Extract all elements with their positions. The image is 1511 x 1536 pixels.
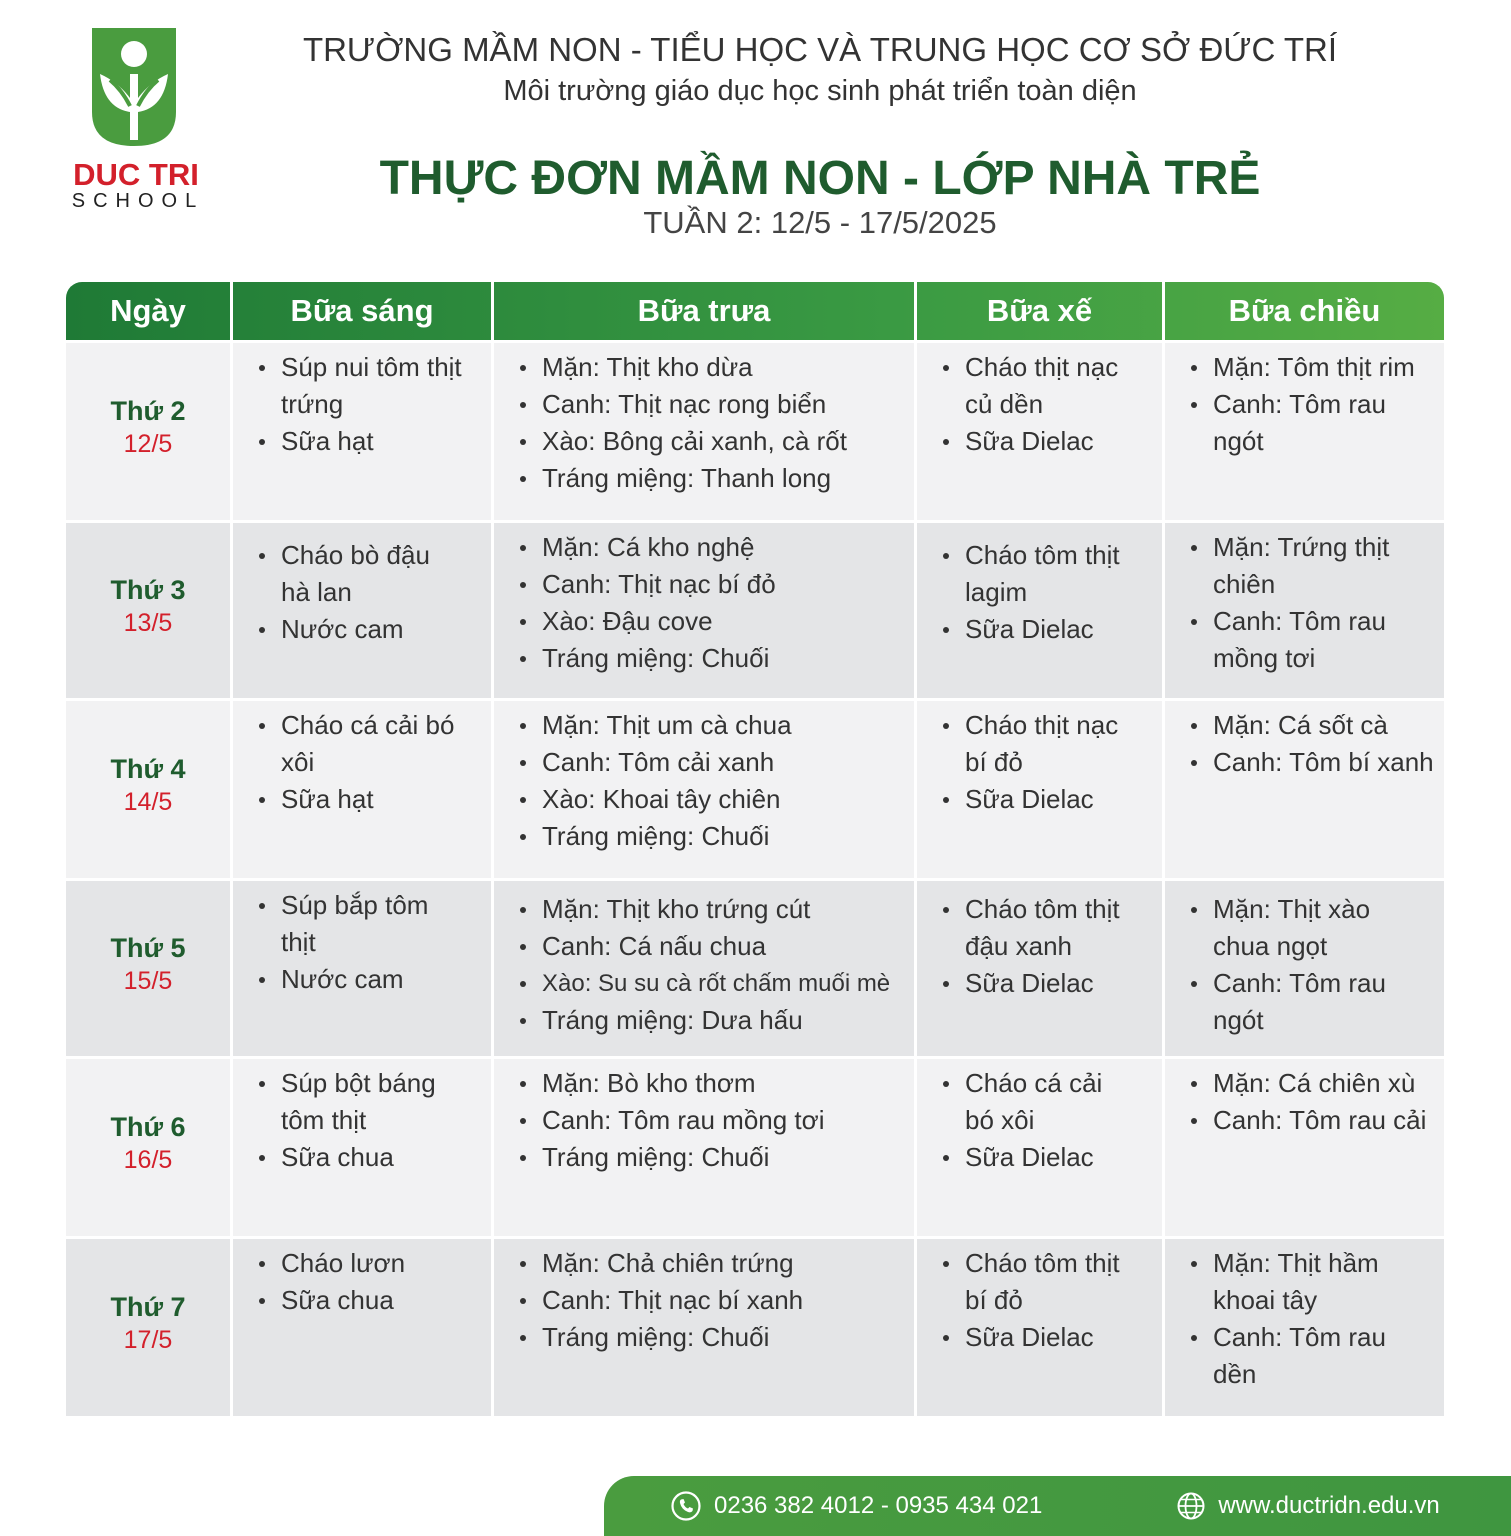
snack-item: Cháo thịt nạc [965, 707, 1162, 744]
school-slogan: Môi trường giáo dục học sinh phát triển toàn diện [503, 75, 1137, 107]
snack-list [917, 343, 1162, 460]
breakfast-cell [233, 1239, 494, 1416]
breakfast-list [233, 1239, 491, 1319]
lunch-item: Xào: Khoai tây chiên [542, 781, 914, 818]
snack-item: Cháo cá cải [965, 1065, 1162, 1102]
snack-cell [917, 1239, 1165, 1416]
day-name: Thứ 7 [110, 1291, 186, 1322]
snack-item: củ dền [965, 389, 1044, 419]
table-row [66, 878, 1444, 1056]
breakfast-item: Súp bắp tôm [281, 887, 491, 924]
breakfast-list [233, 881, 491, 998]
contact-footer [604, 1476, 1511, 1536]
breakfast-item: Sữa chua [281, 1282, 491, 1319]
day-date: 13/5 [123, 608, 173, 637]
breakfast-item: Cháo cá cải bó [281, 707, 491, 744]
snack-list [917, 1239, 1162, 1356]
phone-icon [670, 1490, 702, 1522]
snack-item: Sữa Dielac [965, 423, 1162, 460]
day-cell [66, 343, 233, 520]
dinner-item: Mặn: Thịt hầm [1213, 1245, 1444, 1282]
snack-cell [917, 1059, 1165, 1236]
phone-numbers[interactable]: 0236 382 4012 - 0935 434 021 [714, 1492, 1043, 1519]
dinner-cell [1165, 881, 1444, 1056]
lunch-item: Mặn: Thịt um cà chua [542, 707, 914, 744]
column-header-breakfast: Bữa sáng [233, 282, 494, 340]
dinner-item: Canh: Tôm bí xanh [1213, 744, 1444, 781]
lunch-item: Mặn: Bò kho thơm [542, 1065, 914, 1102]
snack-item: bí đỏ [965, 747, 1023, 777]
dinner-cell [1165, 701, 1444, 878]
breakfast-list [233, 343, 491, 460]
dinner-item: Mặn: Thịt xào [1213, 891, 1444, 928]
lunch-list [494, 1059, 914, 1176]
lunch-item: Mặn: Chả chiên trứng [542, 1245, 914, 1282]
lunch-item: Tráng miệng: Dưa hấu [542, 1002, 914, 1039]
dinner-item: chua ngọt [1213, 931, 1328, 961]
snack-cell [917, 881, 1165, 1056]
dinner-cell [1165, 1239, 1444, 1416]
table-row [66, 340, 1444, 520]
snack-item: đậu xanh [965, 931, 1072, 961]
snack-item: Cháo thịt nạc [965, 349, 1162, 386]
brand-subtitle: SCHOOL [71, 190, 205, 212]
lunch-item: Canh: Thịt nạc bí xanh [542, 1282, 914, 1319]
breakfast-item: trứng [281, 389, 344, 419]
menu-table [66, 282, 1444, 1416]
lunch-item: Tráng miệng: Chuối [542, 1319, 914, 1356]
lunch-list [494, 701, 914, 855]
day-date: 16/5 [123, 1145, 173, 1174]
snack-cell [917, 343, 1165, 520]
dinner-list [1165, 701, 1444, 781]
breakfast-item: Nước cam [281, 611, 491, 648]
breakfast-item: Sữa chua [281, 1139, 491, 1176]
day-date: 17/5 [123, 1325, 173, 1354]
lunch-item: Canh: Cá nấu chua [542, 928, 914, 965]
lunch-item: Xào: Đậu cove [542, 603, 914, 640]
snack-item: Cháo tôm thịt [965, 1245, 1162, 1282]
snack-item: Sữa Dielac [965, 1139, 1162, 1176]
snack-list [917, 523, 1162, 648]
breakfast-list [233, 1059, 491, 1176]
school-logo [66, 24, 206, 214]
dinner-cell [1165, 343, 1444, 520]
breakfast-item: xôi [281, 747, 315, 777]
dinner-item: Canh: Tôm rau [1213, 965, 1444, 1002]
snack-list [917, 881, 1162, 1002]
day-name: Thứ 3 [110, 574, 186, 605]
day-date: 12/5 [123, 429, 173, 458]
breakfast-cell [233, 343, 494, 520]
day-cell [66, 1239, 233, 1416]
globe-icon [1176, 1491, 1206, 1521]
dinner-item: Canh: Tôm rau cải [1213, 1102, 1444, 1139]
lunch-item: Xào: Bông cải xanh, cà rốt [542, 423, 914, 460]
snack-item: bí đỏ [965, 1285, 1023, 1315]
column-header-dinner: Bữa chiều [1228, 293, 1381, 328]
breakfast-list [233, 701, 491, 818]
dinner-item: dền [1213, 1359, 1257, 1389]
lunch-item: Canh: Thịt nạc bí đỏ [542, 566, 914, 603]
breakfast-item: thịt [281, 927, 316, 957]
dinner-item: Canh: Tôm rau [1213, 386, 1444, 423]
day-name: Thứ 2 [110, 395, 186, 426]
website-link[interactable]: www.ductridn.edu.vn [1218, 1492, 1440, 1519]
brand-name: DUC TRI [73, 157, 199, 192]
snack-item: bó xôi [965, 1105, 1035, 1135]
lunch-item: Canh: Thịt nạc rong biển [542, 386, 914, 423]
snack-item: Sữa Dielac [965, 1319, 1162, 1356]
dinner-item: mồng tơi [1213, 643, 1316, 673]
breakfast-list [233, 523, 491, 648]
lunch-cell [494, 343, 917, 520]
lunch-cell [494, 1059, 917, 1236]
day-cell [66, 523, 233, 698]
day-name: Thứ 5 [110, 932, 186, 963]
dinner-list [1165, 881, 1444, 1039]
snack-cell [917, 701, 1165, 878]
lunch-item: Canh: Tôm rau mồng tơi [542, 1102, 914, 1139]
snack-item: Cháo tôm thịt [965, 891, 1162, 928]
lunch-item: Tráng miệng: Chuối [542, 640, 914, 677]
lunch-list [494, 523, 914, 677]
table-row [66, 520, 1444, 698]
dinner-item: ngót [1213, 1005, 1264, 1035]
day-name: Thứ 4 [110, 753, 186, 784]
column-header-lunch: Bữa trưa [494, 282, 917, 340]
table-row [66, 698, 1444, 878]
dinner-item: khoai tây [1213, 1285, 1318, 1315]
day-cell [66, 701, 233, 878]
lunch-item: Xào: Su su cà rốt chấm muối mè [542, 965, 914, 1002]
lunch-list [494, 881, 914, 1039]
dinner-list [1165, 343, 1444, 460]
dinner-item: Canh: Tôm rau [1213, 1319, 1444, 1356]
dinner-item: Mặn: Tôm thịt rim [1213, 349, 1444, 386]
breakfast-item: Súp bột báng [281, 1065, 491, 1102]
breakfast-item: hà lan [281, 577, 352, 607]
dinner-list [1165, 1059, 1444, 1139]
breakfast-item: Cháo lươn [281, 1245, 491, 1282]
dinner-cell [1165, 1059, 1444, 1236]
dinner-list [1165, 523, 1444, 677]
lunch-cell [494, 1239, 917, 1416]
breakfast-item: tôm thịt [281, 1105, 367, 1135]
lunch-item: Mặn: Thịt kho dừa [542, 349, 914, 386]
column-header-snack: Bữa xế [917, 282, 1165, 340]
breakfast-cell [233, 701, 494, 878]
table-body [66, 340, 1444, 1416]
table-row [66, 1236, 1444, 1416]
day-date: 14/5 [123, 787, 173, 816]
breakfast-item: Sữa hạt [281, 781, 491, 818]
snack-item: lagim [965, 577, 1028, 607]
day-name: Thứ 6 [110, 1111, 186, 1142]
breakfast-cell [233, 881, 494, 1056]
day-cell [66, 881, 233, 1056]
breakfast-item: Cháo bò đậu [281, 537, 491, 574]
dinner-item: ngót [1213, 426, 1264, 456]
lunch-cell [494, 881, 917, 1056]
snack-cell [917, 523, 1165, 698]
sprout-logo-icon [88, 24, 180, 150]
lunch-item: Mặn: Cá kho nghệ [542, 529, 914, 566]
lunch-list [494, 343, 914, 497]
table-header [66, 282, 1444, 340]
breakfast-cell [233, 523, 494, 698]
menu-week: TUẦN 2: 12/5 - 17/5/2025 [643, 205, 997, 240]
snack-item: Cháo tôm thịt [965, 537, 1162, 574]
dinner-item: Mặn: Cá sốt cà [1213, 707, 1444, 744]
lunch-item: Tráng miệng: Chuối [542, 818, 914, 855]
lunch-item: Mặn: Thịt kho trứng cút [542, 891, 914, 928]
lunch-item: Tráng miệng: Thanh long [542, 460, 914, 497]
lunch-item: Tráng miệng: Chuối [542, 1139, 914, 1176]
lunch-item: Canh: Tôm cải xanh [542, 744, 914, 781]
lunch-list [494, 1239, 914, 1356]
snack-list [917, 1059, 1162, 1176]
breakfast-cell [233, 1059, 494, 1236]
footer-phone [670, 1490, 1042, 1522]
breakfast-item: Súp nui tôm thịt [281, 349, 491, 386]
snack-item: Sữa Dielac [965, 965, 1162, 1002]
dinner-item: Mặn: Cá chiên xù [1213, 1065, 1444, 1102]
snack-item: Sữa Dielac [965, 611, 1162, 648]
dinner-list [1165, 1239, 1444, 1393]
day-cell [66, 1059, 233, 1236]
lunch-cell [494, 523, 917, 698]
dinner-item: chiên [1213, 569, 1276, 599]
dinner-cell [1165, 523, 1444, 698]
day-date: 15/5 [123, 966, 173, 995]
snack-item: Sữa Dielac [965, 781, 1162, 818]
school-name: TRƯỜNG MẦM NON - TIỂU HỌC VÀ TRUNG HỌC CƠ SỞ ĐỨC TRÍ [302, 31, 1338, 68]
table-row [66, 1056, 1444, 1236]
menu-title: THỰC ĐƠN MẦM NON - LỚP NHÀ TRẺ [379, 152, 1261, 205]
breakfast-item: Nước cam [281, 961, 491, 998]
column-header-day: Ngày [66, 282, 233, 340]
snack-list [917, 701, 1162, 818]
dinner-item: Canh: Tôm rau [1213, 603, 1444, 640]
breakfast-item: Sữa hạt [281, 423, 491, 460]
footer-website [1176, 1491, 1439, 1521]
dinner-item: Mặn: Trứng thịt [1213, 529, 1444, 566]
lunch-cell [494, 701, 917, 878]
